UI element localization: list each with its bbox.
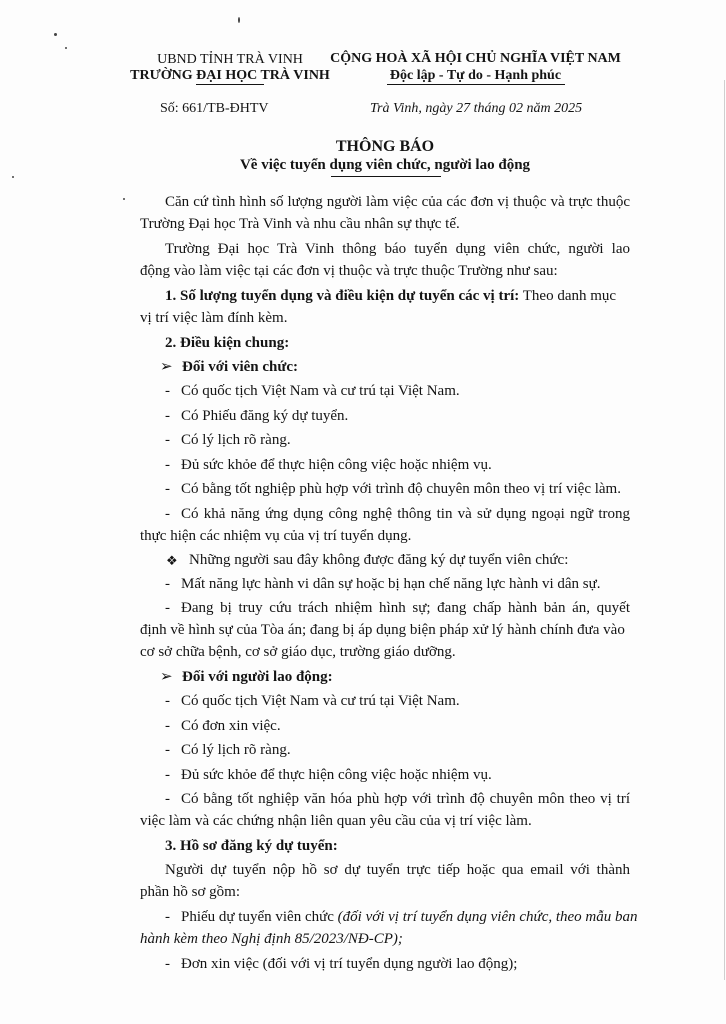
section-1-heading bbox=[165, 287, 655, 306]
list-item bbox=[181, 908, 638, 927]
section-1-line: vị trí việc làm đính kèm. bbox=[140, 310, 288, 326]
list-dash: - bbox=[165, 693, 170, 709]
list-dash: - bbox=[165, 576, 170, 592]
list-dash: - bbox=[165, 718, 170, 734]
arrow-icon: ➢ bbox=[160, 359, 173, 375]
list-dash: - bbox=[165, 767, 170, 783]
list-dash: - bbox=[165, 408, 170, 424]
list-item: Có lý lịch rõ ràng. bbox=[181, 432, 291, 448]
list-dash: - bbox=[165, 742, 170, 758]
list-item-cont: định về hình sự của Tòa án; đang bị áp dụng biện pháp xử lý hành chính đưa vào bbox=[140, 622, 625, 638]
document-title: THÔNG BÁO bbox=[335, 138, 435, 155]
list-item: Đủ sức khỏe để thực hiện công việc hoặc nhiệm vụ. bbox=[181, 457, 492, 473]
list-dash: - bbox=[165, 457, 170, 473]
header-underline bbox=[196, 84, 264, 85]
civil-servant-heading: Đối với viên chức: bbox=[182, 359, 299, 375]
list-item: Có đơn xin việc. bbox=[181, 718, 281, 734]
section-3-text: phần hồ sơ gồm: bbox=[140, 884, 241, 900]
intro-line: Trường Đại học Trà Vinh và nhu cầu nhân sự thực tế. bbox=[140, 216, 460, 232]
doc-item-text: Phiếu dự tuyển viên chức bbox=[181, 909, 338, 925]
arrow-icon: ➢ bbox=[160, 669, 173, 685]
list-item: Đang bị truy cứu trách nhiệm hình sự; đang chấp hành bản án, quyết bbox=[181, 600, 630, 616]
motto-underline bbox=[387, 84, 565, 85]
section-2-heading: 2. Điều kiện chung: bbox=[165, 335, 290, 351]
exclusion-heading: Những người sau đây không được đăng ký dự tuyển viên chức: bbox=[189, 552, 569, 568]
list-item-cont: việc làm và các chứng nhận liên quan yêu cầu của vị trí việc làm. bbox=[140, 813, 532, 829]
list-item: Có bằng tốt nghiệp phù hợp với trình độ chuyên môn theo vị trí việc làm. bbox=[181, 481, 621, 497]
scan-mark bbox=[123, 198, 125, 200]
document-subtitle: Về việc tuyển dụng viên chức, người lao động bbox=[239, 157, 531, 173]
list-item: Có quốc tịch Việt Nam và cư trú tại Việt Nam. bbox=[181, 693, 460, 709]
section-3-heading: 3. Hồ sơ đăng ký dự tuyển: bbox=[165, 838, 338, 854]
list-dash: - bbox=[165, 600, 170, 616]
intro-line: Căn cứ tình hình số lượng người làm việc của các đơn vị thuộc và trực thuộc bbox=[165, 194, 630, 210]
national-motto: Độc lập - Tự do - Hạnh phúc bbox=[389, 68, 562, 83]
doc-item-note: (đối với vị trí tuyển dụng viên chức, theo mẫu ban bbox=[337, 909, 638, 925]
diamond-icon: ❖ bbox=[166, 553, 178, 568]
intro-line: động vào làm việc tại các đơn vị thuộc và trực thuộc Trường như sau: bbox=[140, 263, 558, 279]
list-item: Có quốc tịch Việt Nam và cư trú tại Việt Nam. bbox=[181, 383, 460, 399]
national-title: CỘNG HOÀ XÃ HỘI CHỦ NGHĨA VIỆT NAM bbox=[330, 51, 621, 66]
agency-name: UBND TỈNH TRÀ VINH bbox=[157, 52, 303, 67]
list-item-cont: thực hiện các nhiệm vụ của vị trí tuyển dụng. bbox=[140, 528, 412, 544]
list-item: Có bằng tốt nghiệp văn hóa phù hợp với trình độ chuyên môn theo vị trí bbox=[181, 791, 630, 807]
list-item: Đủ sức khỏe để thực hiện công việc hoặc nhiệm vụ. bbox=[181, 767, 492, 783]
list-dash: - bbox=[165, 481, 170, 497]
page-edge bbox=[724, 80, 725, 980]
list-item: Có Phiếu đăng ký dự tuyển. bbox=[181, 408, 349, 424]
intro-line: Trường Đại học Trà Vinh thông báo tuyển dụng viên chức, người lao bbox=[165, 241, 630, 257]
list-dash: - bbox=[165, 432, 170, 448]
scan-mark bbox=[12, 176, 14, 178]
list-item: Có lý lịch rõ ràng. bbox=[181, 742, 291, 758]
university-name: TRƯỜNG ĐẠI HỌC TRÀ VINH bbox=[130, 68, 330, 83]
list-dash: - bbox=[165, 506, 170, 522]
section-3-text: Người dự tuyển nộp hồ sơ dự tuyển trực tiếp hoặc qua email với thành bbox=[165, 862, 630, 878]
list-item-cont: hành kèm theo Nghị định 85/2023/NĐ-CP); bbox=[140, 931, 403, 947]
scan-mark bbox=[65, 47, 67, 49]
document-number: Số: 661/TB-ĐHTV bbox=[160, 101, 269, 116]
list-dash: - bbox=[165, 956, 170, 972]
list-dash: - bbox=[165, 383, 170, 399]
list-item-cont: cơ sở chữa bệnh, cơ sở giáo dục, trường giáo dưỡng. bbox=[140, 644, 456, 660]
list-dash: - bbox=[165, 909, 170, 925]
worker-heading: Đối với người lao động: bbox=[182, 669, 333, 685]
scan-mark bbox=[54, 33, 57, 36]
place-date: Trà Vinh, ngày 27 tháng 02 năm 2025 bbox=[370, 101, 583, 116]
subtitle-underline bbox=[331, 176, 441, 177]
list-item: Mất năng lực hành vi dân sự hoặc bị hạn chế năng lực hành vi dân sự. bbox=[181, 576, 601, 592]
list-item: Đơn xin việc (đối với vị trí tuyển dụng người lao động); bbox=[181, 956, 518, 972]
list-item: Có khả năng ứng dụng công nghệ thông tin và sử dụng ngoại ngữ trong bbox=[181, 506, 630, 522]
section-1-bold: 1. Số lượng tuyển dụng và điều kiện dự tuyển các vị trí: bbox=[165, 288, 520, 304]
scan-mark bbox=[238, 17, 240, 23]
section-1-rest: Theo danh mục bbox=[519, 288, 617, 304]
list-dash: - bbox=[165, 791, 170, 807]
